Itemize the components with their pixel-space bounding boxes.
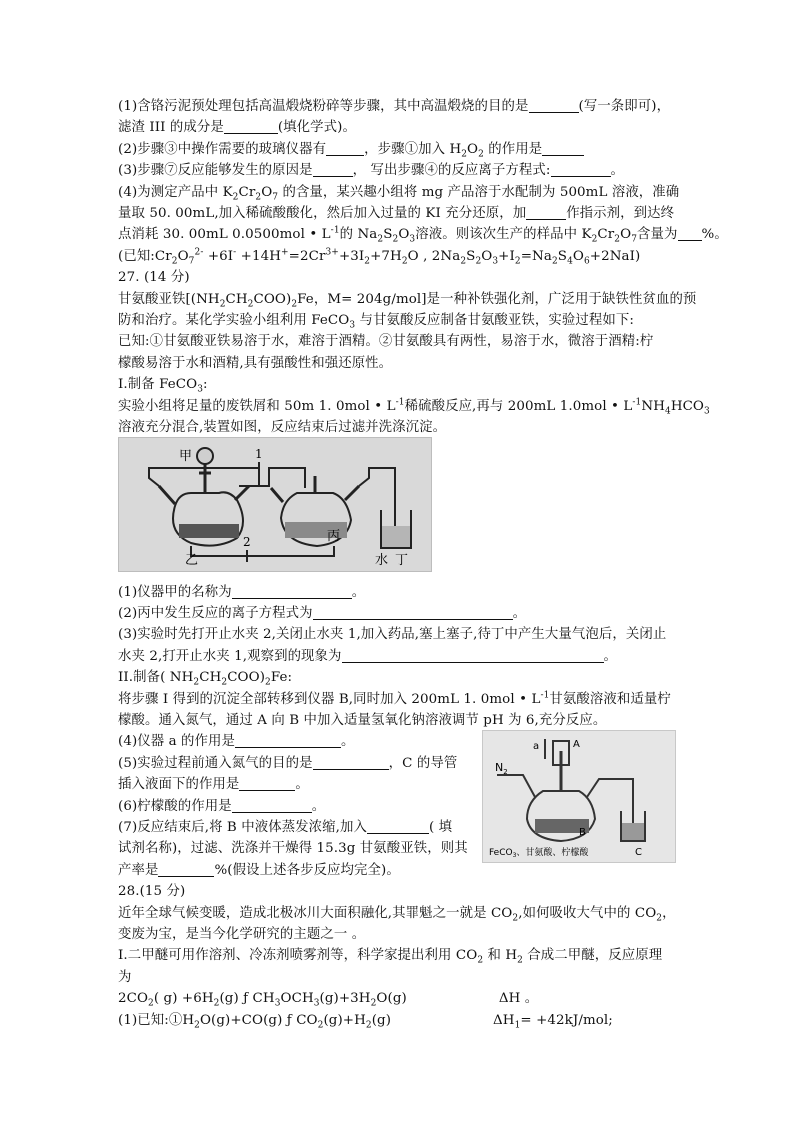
question-27-7-line2: 试剂名称)，过滤、洗涤并干燥得 15.3g 甘氨酸亚铁，则其 — [118, 841, 468, 857]
question-27-intro-line2: 防和治疗。某化学实验小组利用 FeCO$_3$ 与甘氨酸反应制备甘氨酸亚铁，实验过程如下: — [118, 313, 634, 331]
question-27-5-line2: 插入液面下的作用是 。 — [118, 777, 309, 793]
flask-yi-side-neck — [235, 486, 249, 500]
question-28-intro-line2: 变废为宝，是当今化学研究的主题之一 。 — [118, 927, 366, 942]
question-27-1: (1)仪器甲的名称为 。 — [118, 584, 366, 600]
beaker-ding-water — [382, 526, 410, 547]
known-reaction-1: (1)已知$:①H_2O(g)+CO(g)$ ƒ $CO_2(g)+H_2(g)$ $\Delta H_1= +42kJ/mol$; — [118, 1012, 613, 1031]
question-27-intro-line1: 甘氨酸亚铁[$(NH_2CH_2COO)_2Fe$，M= 204g/mol]是一种补铁强化剂，广泛用于缺铁性贫血的预 — [118, 291, 697, 310]
answer-blank[interactable] — [342, 648, 604, 663]
figure-apparatus-1 — [118, 437, 432, 572]
question-26-1-line1: (1)含铬污泥预处理包括高温煅烧粉碎等步骤，其中高温煅烧的目的是 (写一条即可)， — [118, 99, 671, 114]
flask-bing-side-neck — [271, 488, 283, 502]
question-27-known-line1: 已知:①甘氨酸亚铁易溶于水，难溶于酒精。②甘氨酸具有两性，易溶于水，微溶于酒精:柠 — [118, 334, 654, 350]
answer-blank[interactable] — [235, 733, 341, 748]
answer-blank[interactable] — [313, 605, 513, 620]
answer-blank[interactable] — [239, 776, 295, 791]
part-2-desc-line1: 将步骤 I 得到的沉淀全部转移到仪器 B,同时加入 200mL 1. 0mol • $L^{-1}$甘氨酸溶液和适量柠 — [118, 690, 671, 707]
question-28-part1-line1: I.二甲醚可用作溶剂、冷冻剂喷雾剂等，科学家提出利用 $CO_2$ 和 $H_2$ 合成二甲醚，反应原理 — [118, 948, 663, 967]
answer-blank[interactable] — [232, 584, 352, 599]
question-27-3-line1: (3)实验时先打开止水夹 2,关闭止水夹 1,加入药品,塞上塞子,待丁中产生大量气泡后，关闭止 — [118, 627, 667, 643]
question-26-1-line2: 滤渣 III 的成分是 (填化学式)。 — [118, 120, 356, 136]
answer-blank[interactable] — [313, 755, 389, 770]
question-27-known-line2: 檬酸易溶于水和酒精,具有强酸性和强还原性。 — [118, 355, 393, 371]
question-28-part1-line2: 为 — [118, 969, 132, 985]
label-n2: $N_2$ — [495, 761, 508, 776]
answer-blank[interactable] — [529, 98, 579, 113]
part-2-desc-line2: 檬酸。通入氮气，通过 A 向 B 中加入适量氢氧化钠溶液调节 pH 为 6,充分反应。 — [118, 712, 607, 728]
question-28-intro-line1: 近年全球气候变暖，造成北极冰川大面积融化,其罪魁之一就是 $CO_2$,如何吸收大气中的 $CO_2$， — [118, 905, 676, 924]
question-26-4-line3: 点消耗 30. 00mL 0.0500mol • $L^{-1}$的 $Na_2S_2O_3$溶液。则该次生产的样品中 $K_2Cr_2O_7$含量为 %。 — [118, 225, 728, 246]
answer-blank[interactable] — [542, 141, 584, 156]
label-jia: 甲 — [179, 449, 193, 464]
delta-h: ΔH 。 — [498, 991, 539, 1007]
answer-blank[interactable] — [367, 819, 429, 834]
question-27-7-line1: (7)反应结束后,将 B 中液体蒸发浓缩,加入 ( 填 — [118, 819, 453, 835]
funnel-jia — [197, 448, 213, 464]
figure-apparatus-2 — [482, 730, 676, 863]
label-yi: 乙 — [185, 553, 199, 568]
apparatus-1-drawing — [119, 438, 431, 571]
label-water: 水 — [375, 553, 389, 568]
tube-2 — [191, 546, 334, 556]
flask-bing-side-neck — [345, 486, 359, 500]
flask-yi-liquid — [179, 524, 239, 538]
beaker-c-liquid — [622, 823, 644, 840]
label-C: C — [635, 847, 642, 858]
part-2-title: II.制备( $NH_2CH_2COO)_2Fe$: — [118, 670, 293, 688]
answer-blank[interactable] — [551, 162, 611, 177]
answer-blank[interactable] — [326, 141, 364, 156]
question-27-heading: 27. (14 分) — [118, 270, 190, 286]
question-27-6: (6)柠檬酸的作用是 。 — [118, 798, 326, 814]
question-27-7-line3: 产率是 %(假设上述各步反应均完全)。 — [118, 862, 400, 878]
answer-blank[interactable] — [158, 862, 214, 877]
question-27-5-line1: (5)实验过程前通入氮气的目的是 ，C 的导管 — [118, 755, 458, 771]
question-26-given: (已知$:Cr_2O_7^{2-} +6I^- +14H^+=2Cr^{3+}+3I_2+7H_2O$ , $2Na_2S_2O_3+I_2=Na_2S_4O_6+2NaI$) — [118, 247, 641, 267]
answer-blank[interactable] — [678, 226, 702, 241]
answer-blank[interactable] — [526, 205, 566, 220]
question-26-4-line1: (4)为测定产品中 $K_2Cr_2O_7$ 的含量，某兴趣小组将 mg 产品溶于水配制为 500mL 溶液，准确 — [118, 184, 680, 203]
n2-inlet-tube — [497, 775, 535, 797]
label-clamp-2: 2 — [243, 535, 251, 549]
tube-1 — [249, 468, 305, 488]
part-1-title: I.制备 FeCO$_3$: — [118, 377, 208, 395]
question-26-2: (2)步骤③中操作需要的玻璃仪器有 ，步骤①加入 $H_2O_2$ 的作用是 — [118, 139, 678, 160]
flask-bing — [281, 493, 351, 546]
reaction-equation: $2CO_2$( $g) +6H_2(g)$ ƒ $CH_3OCH_3(g)+3H_2O(g)$ ΔH 。 — [118, 991, 539, 1009]
question-27-2: (2)丙中发生反应的离子方程式为 。 — [118, 605, 527, 621]
label-a: a — [533, 741, 540, 752]
question-27-3-line2: 水夹 2,打开止水夹 1,观察到的现象为 。 — [118, 648, 618, 664]
flask-yi-side-neck — [159, 486, 175, 504]
label-A: A — [573, 739, 580, 750]
question-26-4-line2: 量取 50. 00mL,加入稀硫酸酸化，然后加入过量的 KI 充分还原，加 作指示剂，到达终 — [118, 206, 675, 222]
part-1-desc-line1: 实验小组将足量的废铁屑和 50m 1. 0mol • $L^{-1}$稀硫酸反应,再与 200mL 1.0mol • $L^{-1}NH_4HCO_3$ — [118, 397, 710, 417]
label-bing: 丙 — [327, 529, 341, 544]
part-1-desc-line2: 溶液充分混合,装置如图，反应结束后过滤并洗涤沉淀。 — [118, 420, 447, 436]
answer-blank[interactable] — [224, 119, 278, 134]
apparatus-2-drawing — [483, 731, 675, 862]
question-28-heading: 28.(15 分) — [118, 884, 186, 900]
label-ding: 丁 — [395, 553, 409, 568]
answer-blank[interactable] — [232, 798, 312, 813]
label-B: B — [579, 827, 586, 838]
label-clamp-1: 1 — [255, 447, 263, 461]
question-26-3: (3)步骤⑦反应能够发生的原因是 ， 写出步骤④的反应离子方程式: 。 — [118, 163, 624, 179]
answer-blank[interactable] — [313, 162, 353, 177]
question-27-4: (4)仪器 a 的作用是 。 — [118, 734, 355, 750]
label-reagents: FeCO$_3$、甘氨酸、柠檬酸 — [489, 848, 589, 859]
